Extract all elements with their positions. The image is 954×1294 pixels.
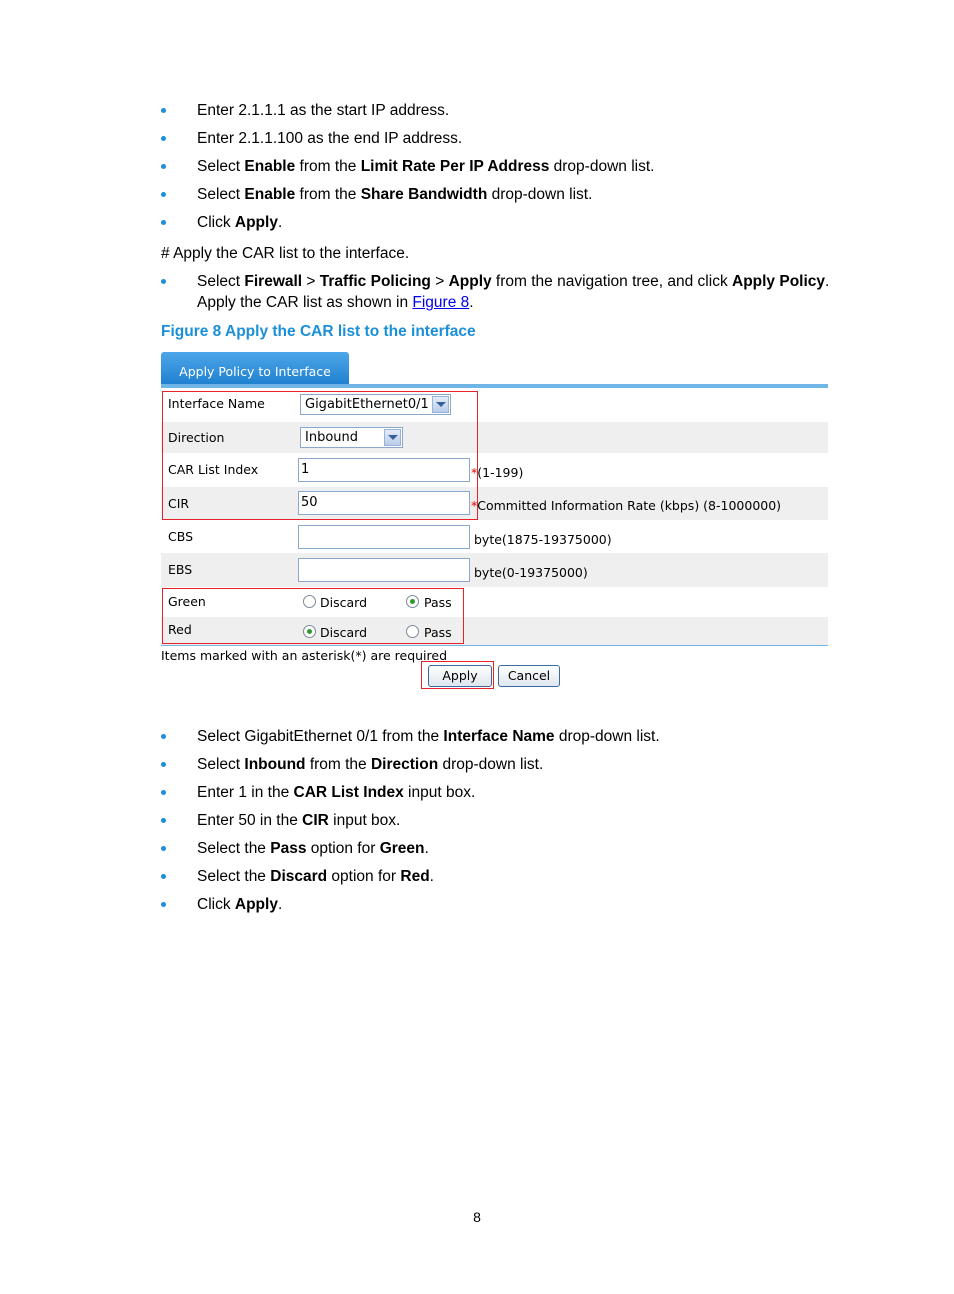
tab-apply-policy-to-interface[interactable]: Apply Policy to Interface: [161, 352, 349, 386]
text-run: from the navigation tree, and click: [491, 273, 732, 290]
direction-value: Inbound: [305, 430, 359, 445]
cir-hint: [471, 498, 781, 513]
text-run: drop-down list.: [554, 728, 660, 745]
text-run: drop-down list.: [438, 756, 544, 773]
list-item: [161, 810, 660, 831]
bold-term: Discard: [270, 868, 328, 885]
text-run: Click: [197, 214, 235, 231]
apply-policy-screenshot: [161, 352, 828, 692]
bold-term: Firewall: [244, 273, 303, 290]
form-bottom-divider: [161, 645, 828, 646]
bullet-dot-icon: [161, 220, 166, 225]
comment-line: # Apply the CAR list to the interface.: [161, 245, 410, 262]
text-run: input box.: [328, 812, 401, 829]
highlight-box-actions: [162, 588, 464, 644]
bold-term: Inbound: [244, 756, 306, 773]
bold-term: Pass: [270, 840, 307, 857]
interface-name-label: Interface Name: [168, 396, 265, 411]
text-run: >: [430, 273, 449, 290]
text-run: .: [424, 840, 429, 857]
text-run: from the: [295, 158, 361, 175]
tab-underline: [161, 384, 828, 388]
text-run: Select the: [197, 868, 271, 885]
list-item: [161, 838, 660, 859]
bold-term: Green: [379, 840, 425, 857]
green-label: Green: [168, 594, 206, 609]
nav-bullet-line2-prefix: Apply the CAR list as shown in: [197, 294, 413, 311]
bullet-dot-icon: [161, 734, 166, 739]
bold-term: Interface Name: [443, 728, 555, 745]
car-list-index-range: (1-199): [477, 465, 524, 480]
bold-term: Traffic Policing: [319, 273, 431, 290]
bullet-dot-icon: [161, 874, 166, 879]
bullet-dot-icon: [161, 790, 166, 795]
cbs-label: CBS: [168, 529, 194, 544]
bullet-dot-icon: [161, 136, 166, 141]
text-run: drop-down list.: [549, 158, 655, 175]
text-run: drop-down list.: [487, 186, 593, 203]
list-item: [161, 128, 654, 149]
bold-term: Apply: [234, 214, 278, 231]
list-item: [161, 866, 660, 887]
highlight-box-fields: [162, 391, 478, 520]
nav-bullet-line2-suffix: .: [469, 294, 474, 311]
required-asterisk: *: [471, 498, 478, 513]
text-run: option for: [306, 840, 380, 857]
text-run: Select GigabitEthernet 0/1 from the: [197, 728, 444, 745]
list-item: [161, 894, 660, 915]
list-item: [161, 212, 654, 233]
text-run: Enter 50 in the: [197, 812, 303, 829]
bullet-dot-icon: [161, 164, 166, 169]
bold-term: Red: [400, 868, 430, 885]
ebs-row: [161, 553, 828, 587]
bold-term: Enable: [244, 158, 296, 175]
cir-range: Committed Information Rate (kbps) (8-1000000): [477, 498, 782, 513]
list-item: [161, 156, 654, 177]
bold-term: Limit Rate Per IP Address: [360, 158, 550, 175]
page-number: 8: [473, 1209, 481, 1225]
bold-term: Share Bandwidth: [360, 186, 488, 203]
text-run: option for: [327, 868, 401, 885]
car-list-index-hint: [471, 465, 523, 480]
steps-bullet-list: [161, 726, 660, 922]
text-run: .: [825, 273, 830, 290]
text-run: Select: [197, 273, 245, 290]
cbs-row: [161, 520, 828, 553]
cancel-button[interactable]: Cancel: [498, 665, 560, 687]
bold-term: Direction: [370, 756, 439, 773]
list-item: [161, 726, 660, 747]
bold-term: CIR: [302, 812, 329, 829]
text-run: .: [277, 896, 283, 913]
nav-bullet-list: [161, 271, 829, 313]
car-list-index-label: CAR List Index: [168, 462, 259, 477]
ebs-hint: byte(0-19375000): [474, 565, 588, 580]
cir-label: CIR: [168, 496, 190, 511]
intro-bullet-list: [161, 100, 654, 240]
figure-8-link[interactable]: Figure 8: [412, 294, 470, 311]
bullet-dot-icon: [161, 762, 166, 767]
nav-bullet-item: [161, 271, 829, 313]
text-run: from the: [295, 186, 361, 203]
bold-term: Apply: [234, 896, 278, 913]
text-run: Enter 2.1.1.100 as the end IP address.: [197, 130, 463, 147]
cbs-hint: byte(1875-19375000): [474, 532, 612, 547]
bold-term: Apply: [448, 273, 492, 290]
text-run: Select the: [197, 840, 271, 857]
bullet-dot-icon: [161, 108, 166, 113]
list-item: [161, 100, 654, 121]
text-run: Select: [197, 756, 245, 773]
green-pass-label: Pass: [424, 595, 452, 610]
list-item: [161, 184, 654, 205]
nav-bullet-line1: [197, 273, 829, 290]
text-run: >: [302, 273, 320, 290]
red-pass-label: Pass: [424, 625, 452, 640]
highlight-box-apply: [421, 661, 494, 689]
bullet-dot-icon: [161, 192, 166, 197]
bullet-dot-icon: [161, 846, 166, 851]
red-label: Red: [168, 622, 192, 637]
text-run: .: [277, 214, 283, 231]
ebs-input[interactable]: [298, 558, 470, 582]
text-run: Select: [197, 158, 245, 175]
direction-label: Direction: [168, 430, 225, 445]
bold-term: Enable: [244, 186, 296, 203]
apply-button[interactable]: Apply: [428, 665, 492, 687]
cir-input[interactable]: 50: [298, 491, 470, 515]
green-discard-label: Discard: [320, 595, 367, 610]
ebs-label: EBS: [168, 562, 193, 577]
car-list-index-input[interactable]: 1: [298, 458, 470, 482]
interface-name-value: GigabitEthernet0/1: [305, 397, 429, 412]
red-discard-label: Discard: [320, 625, 367, 640]
text-run: .: [429, 868, 434, 885]
list-item: [161, 782, 660, 803]
list-item: [161, 754, 660, 775]
figure-caption: Figure 8 Apply the CAR list to the interface: [161, 323, 476, 340]
bold-term: Apply Policy: [732, 273, 826, 290]
text-run: Select: [197, 186, 245, 203]
required-note: Items marked with an asterisk(*) are required: [161, 648, 448, 663]
text-run: input box.: [403, 784, 476, 801]
cbs-input[interactable]: [298, 525, 470, 549]
bullet-dot-icon: [161, 818, 166, 823]
text-run: from the: [305, 756, 371, 773]
text-run: Enter 2.1.1.1 as the start IP address.: [197, 102, 450, 119]
text-run: Enter 1 in the: [197, 784, 294, 801]
bullet-dot-icon: [161, 902, 166, 907]
required-asterisk: *: [471, 465, 478, 480]
text-run: Click: [197, 896, 235, 913]
bullet-dot-icon: [161, 279, 166, 284]
bold-term: CAR List Index: [293, 784, 404, 801]
